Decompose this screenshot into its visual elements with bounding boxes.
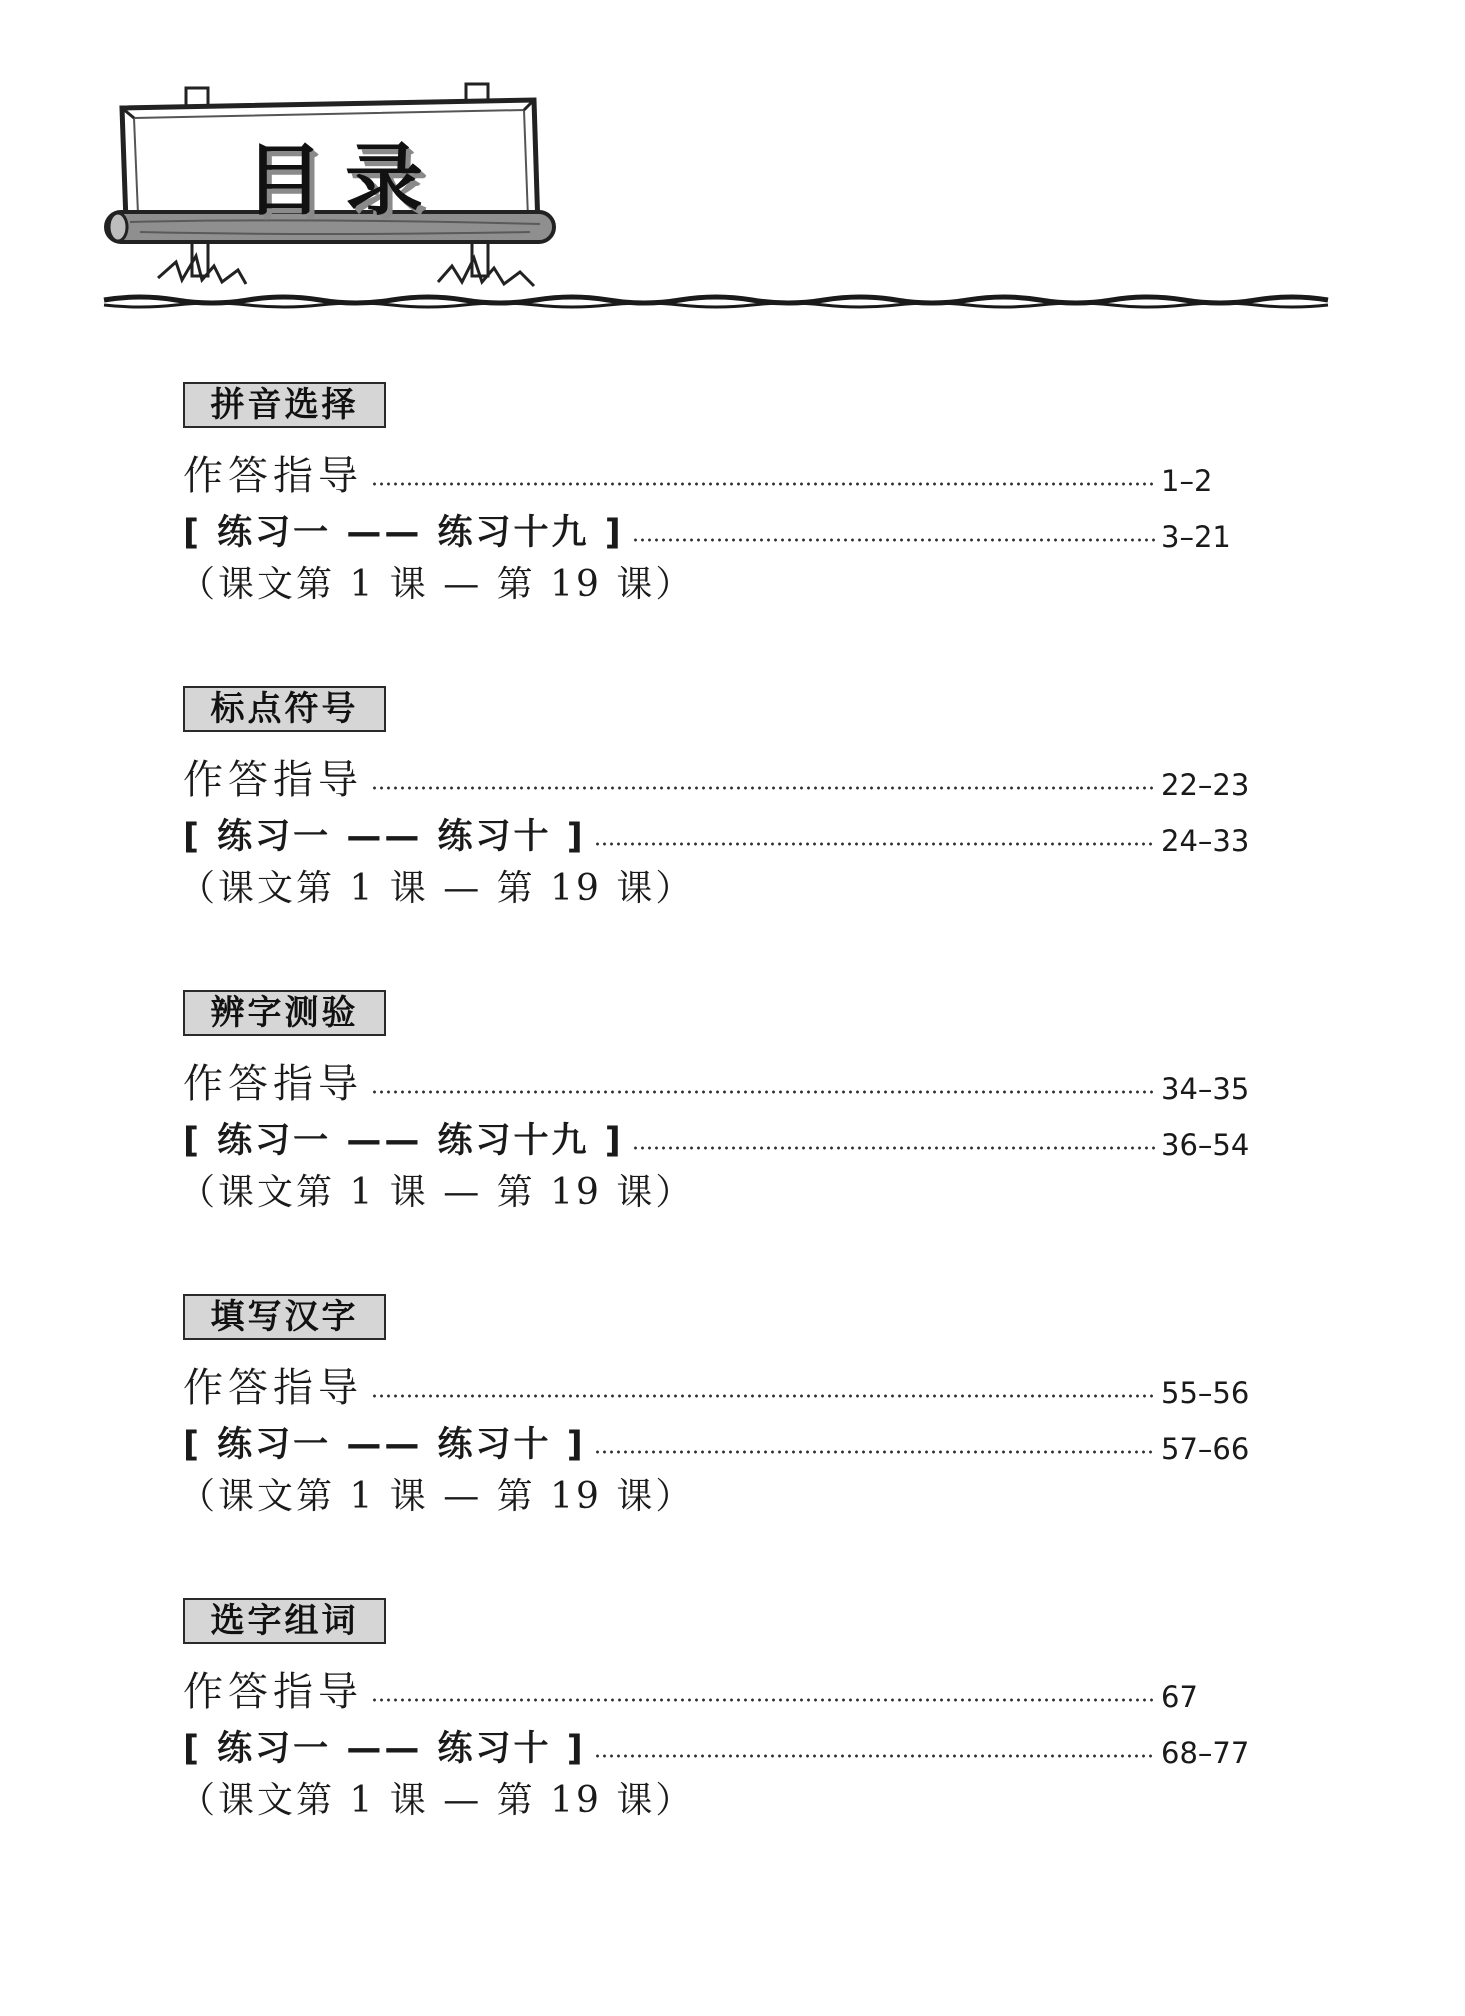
page-range: 57–66 <box>1161 1432 1250 1466</box>
page-range: 55–56 <box>1161 1376 1250 1410</box>
toc-entry-exercises[interactable] <box>183 1112 1255 1164</box>
dot-leader <box>632 535 1155 545</box>
toc-entry-guide[interactable] <box>183 1660 1255 1716</box>
page-range: 67 <box>1161 1680 1198 1714</box>
page-range: 34–35 <box>1161 1072 1250 1106</box>
page-range: 24–33 <box>1161 824 1250 858</box>
dot-leader <box>594 839 1155 849</box>
toc-entry-guide[interactable] <box>183 748 1255 804</box>
toc-entry-guide[interactable] <box>183 1356 1255 1412</box>
entry-label: 作答指导 <box>183 453 363 499</box>
dot-leader <box>632 1143 1155 1153</box>
lesson-range-note: （课文第 1 课 — 第 19 课） <box>179 868 695 909</box>
entry-label: 作答指导 <box>183 1669 363 1715</box>
signboard-illustration <box>0 0 1465 330</box>
section-heading: 标点符号 <box>183 686 386 732</box>
entry-label: [ 练习一 —— 练习十 ] <box>183 1729 586 1769</box>
toc-entry-exercises[interactable] <box>183 1416 1255 1468</box>
page-range: 68–77 <box>1161 1736 1250 1770</box>
lesson-range-note: （课文第 1 课 — 第 19 课） <box>179 1780 695 1821</box>
dot-leader <box>371 1087 1155 1097</box>
lesson-range-note: （课文第 1 课 — 第 19 课） <box>179 1172 695 1213</box>
page-range: 3–21 <box>1161 520 1231 554</box>
section-heading: 选字组词 <box>183 1598 386 1644</box>
toc-entry-guide[interactable] <box>183 444 1255 500</box>
dot-leader <box>371 1391 1155 1401</box>
dot-leader <box>371 479 1155 489</box>
toc-entry-exercises[interactable] <box>183 1720 1255 1772</box>
entry-label: [ 练习一 —— 练习十 ] <box>183 1425 586 1465</box>
entry-label: [ 练习一 —— 练习十九 ] <box>183 1121 624 1161</box>
entry-label: [ 练习一 —— 练习十 ] <box>183 817 586 857</box>
page-range: 1–2 <box>1161 464 1213 498</box>
section-heading: 拼音选择 <box>183 382 386 428</box>
dot-leader <box>371 783 1155 793</box>
toc-section <box>179 382 1263 642</box>
toc-section <box>179 1294 1263 1554</box>
toc-entry-exercises[interactable] <box>183 808 1255 860</box>
toc-section <box>179 1598 1263 1858</box>
entry-label: 作答指导 <box>183 757 363 803</box>
dot-leader <box>371 1695 1155 1705</box>
dot-leader <box>594 1751 1155 1761</box>
entry-label: 作答指导 <box>183 1061 363 1107</box>
toc-section <box>179 990 1263 1250</box>
page-range: 36–54 <box>1161 1128 1250 1162</box>
dot-leader <box>594 1447 1155 1457</box>
toc-entry-exercises[interactable] <box>183 504 1255 556</box>
entry-label: [ 练习一 —— 练习十九 ] <box>183 513 624 553</box>
lesson-range-note: （课文第 1 课 — 第 19 课） <box>179 1476 695 1517</box>
entry-label: 作答指导 <box>183 1365 363 1411</box>
toc-entry-guide[interactable] <box>183 1052 1255 1108</box>
section-heading: 辨字测验 <box>183 990 386 1036</box>
toc-section <box>179 686 1263 946</box>
page-title: 目录 <box>245 136 446 226</box>
page-range: 22–23 <box>1161 768 1250 802</box>
lesson-range-note: （课文第 1 课 — 第 19 课） <box>179 564 695 605</box>
section-heading: 填写汉字 <box>183 1294 386 1340</box>
